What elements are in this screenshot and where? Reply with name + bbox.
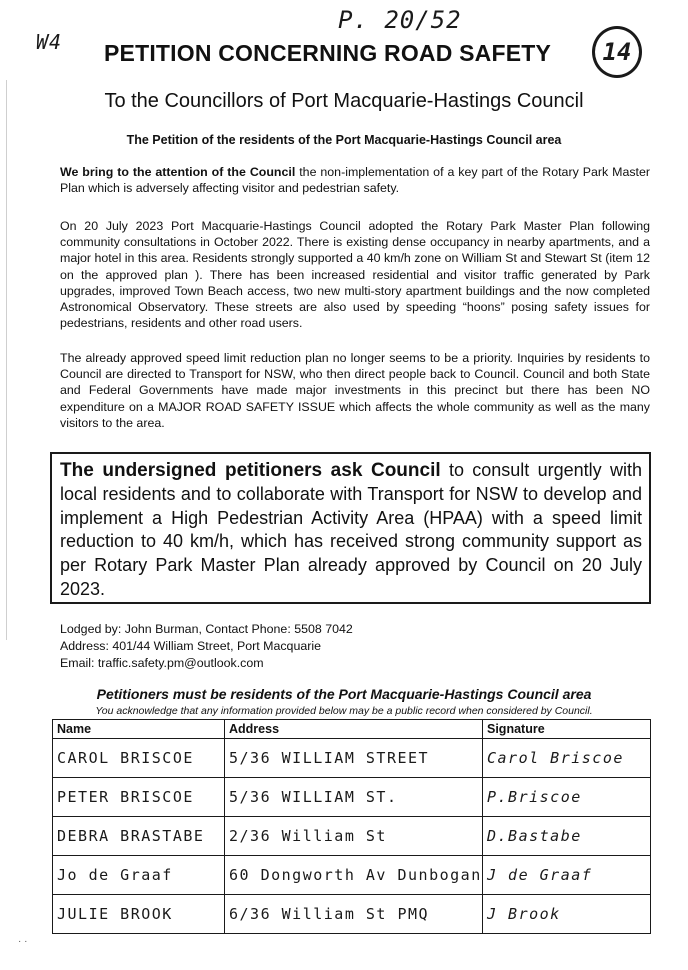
signer-address: 60 Dongworth Av Dunbogan	[225, 856, 483, 895]
signer-address: 5/36 WILLIAM STREET	[225, 739, 483, 778]
handwritten-margin-note: W4	[36, 30, 63, 54]
contact-address: Address: 401/44 William Street, Port Macquarie	[60, 639, 322, 653]
petition-of-heading: The Petition of the residents of the Port Macquarie-Hastings Council area	[126, 133, 562, 147]
petition-request-box	[50, 452, 651, 604]
margin-line	[6, 80, 7, 640]
petition-title: PETITION CONCERNING ROAD SAFETY	[104, 40, 552, 66]
signature-table-header	[53, 720, 651, 739]
request-lead: The undersigned petitioners ask Council	[60, 460, 441, 481]
intro-lead: We bring to the attention of the Council	[60, 165, 296, 179]
signer-signature: J de Graaf	[483, 856, 651, 895]
signer-address: 5/36 WILLIAM ST.	[225, 778, 483, 817]
background-paragraph: On 20 July 2023 Port Macquarie-Hastings Council adopted the Rotary Park Master Plan following community consultations in October 2022. There is existing dense occupancy in nearby apartments, and a major hotel in this area. Residents strongly supported a 40 km/h zone on William St and Stewart St (item 12 on the approved plan ). There has been increased residential and visitor traffic generated by Park upgrades, improved Town Beach access, two new multi-story apartment buildings and the now completed Astronomical Observatory. These streets are also used by speeding “hoons” posing safety issues for pedestrians, residents and other road users.	[60, 219, 650, 331]
scan-mark: · ·	[18, 936, 28, 947]
residents-requirement-note: Petitioners must be residents of the Port Macquarie-Hastings Council area	[96, 686, 592, 702]
signer-name: DEBRA BRASTABE	[53, 817, 225, 856]
public-record-acknowledgement: You acknowledge that any information provided below may be a public record when considered by Council.	[95, 705, 593, 717]
issue-paragraph: The already approved speed limit reduction plan no longer seems to be a priority. Inquiries by residents to Council are directed to Transport for NSW, who then direct people back to Council. Council and both State and Federal Governments have made major investments in this precinct but there has been NO expenditure on a MAJOR ROAD SAFETY ISSUE which affects the whole community as well as the many visitors to the area.	[60, 351, 650, 430]
signer-name: PETER BRISCOE	[53, 778, 225, 817]
table-row	[53, 817, 651, 856]
intro-paragraph	[60, 164, 650, 196]
lodged-by: Lodged by: John Burman, Contact Phone: 5508 7042	[60, 622, 353, 636]
header-address: Address	[225, 720, 483, 739]
signer-address: 6/36 William St PMQ	[225, 895, 483, 934]
signer-name: JULIE BROOK	[53, 895, 225, 934]
contact-email: Email: traffic.safety.pm@outlook.com	[60, 656, 264, 670]
header-signature: Signature	[483, 720, 651, 739]
circled-number-annotation	[592, 26, 642, 78]
table-row	[53, 856, 651, 895]
handwritten-page-note: P. 20/52	[338, 6, 462, 34]
table-row	[53, 895, 651, 934]
signer-signature: D.Bastabe	[483, 817, 651, 856]
table-row	[53, 778, 651, 817]
intro-rest: the non-implementation of a key part of the Rotary Park Master Plan which is adversely affecting visitor and pedestrian safety.	[60, 165, 651, 196]
signer-signature: Carol Briscoe	[483, 739, 651, 778]
table-row	[53, 739, 651, 778]
signature-table	[52, 719, 651, 934]
request-rest: to consult urgently with local residents and to collaborate with Transport for NSW to develop and implement a High Pedestrian Activity Area (HPAA) with a speed limit reduction to 40 km/h, which has received strong community support as per Rotary Park Master Plan already approved by Council on 20 July 2023.	[60, 460, 642, 599]
signer-signature: J Brook	[483, 895, 651, 934]
signer-name: Jo de Graaf	[53, 856, 225, 895]
signer-signature: P.Briscoe	[483, 778, 651, 817]
header-name: Name	[53, 720, 225, 739]
signer-address: 2/36 William St	[225, 817, 483, 856]
circled-number: 14	[602, 38, 632, 66]
petition-subtitle: To the Councillors of Port Macquarie-Hastings Council	[104, 90, 584, 112]
signer-name: CAROL BRISCOE	[53, 739, 225, 778]
